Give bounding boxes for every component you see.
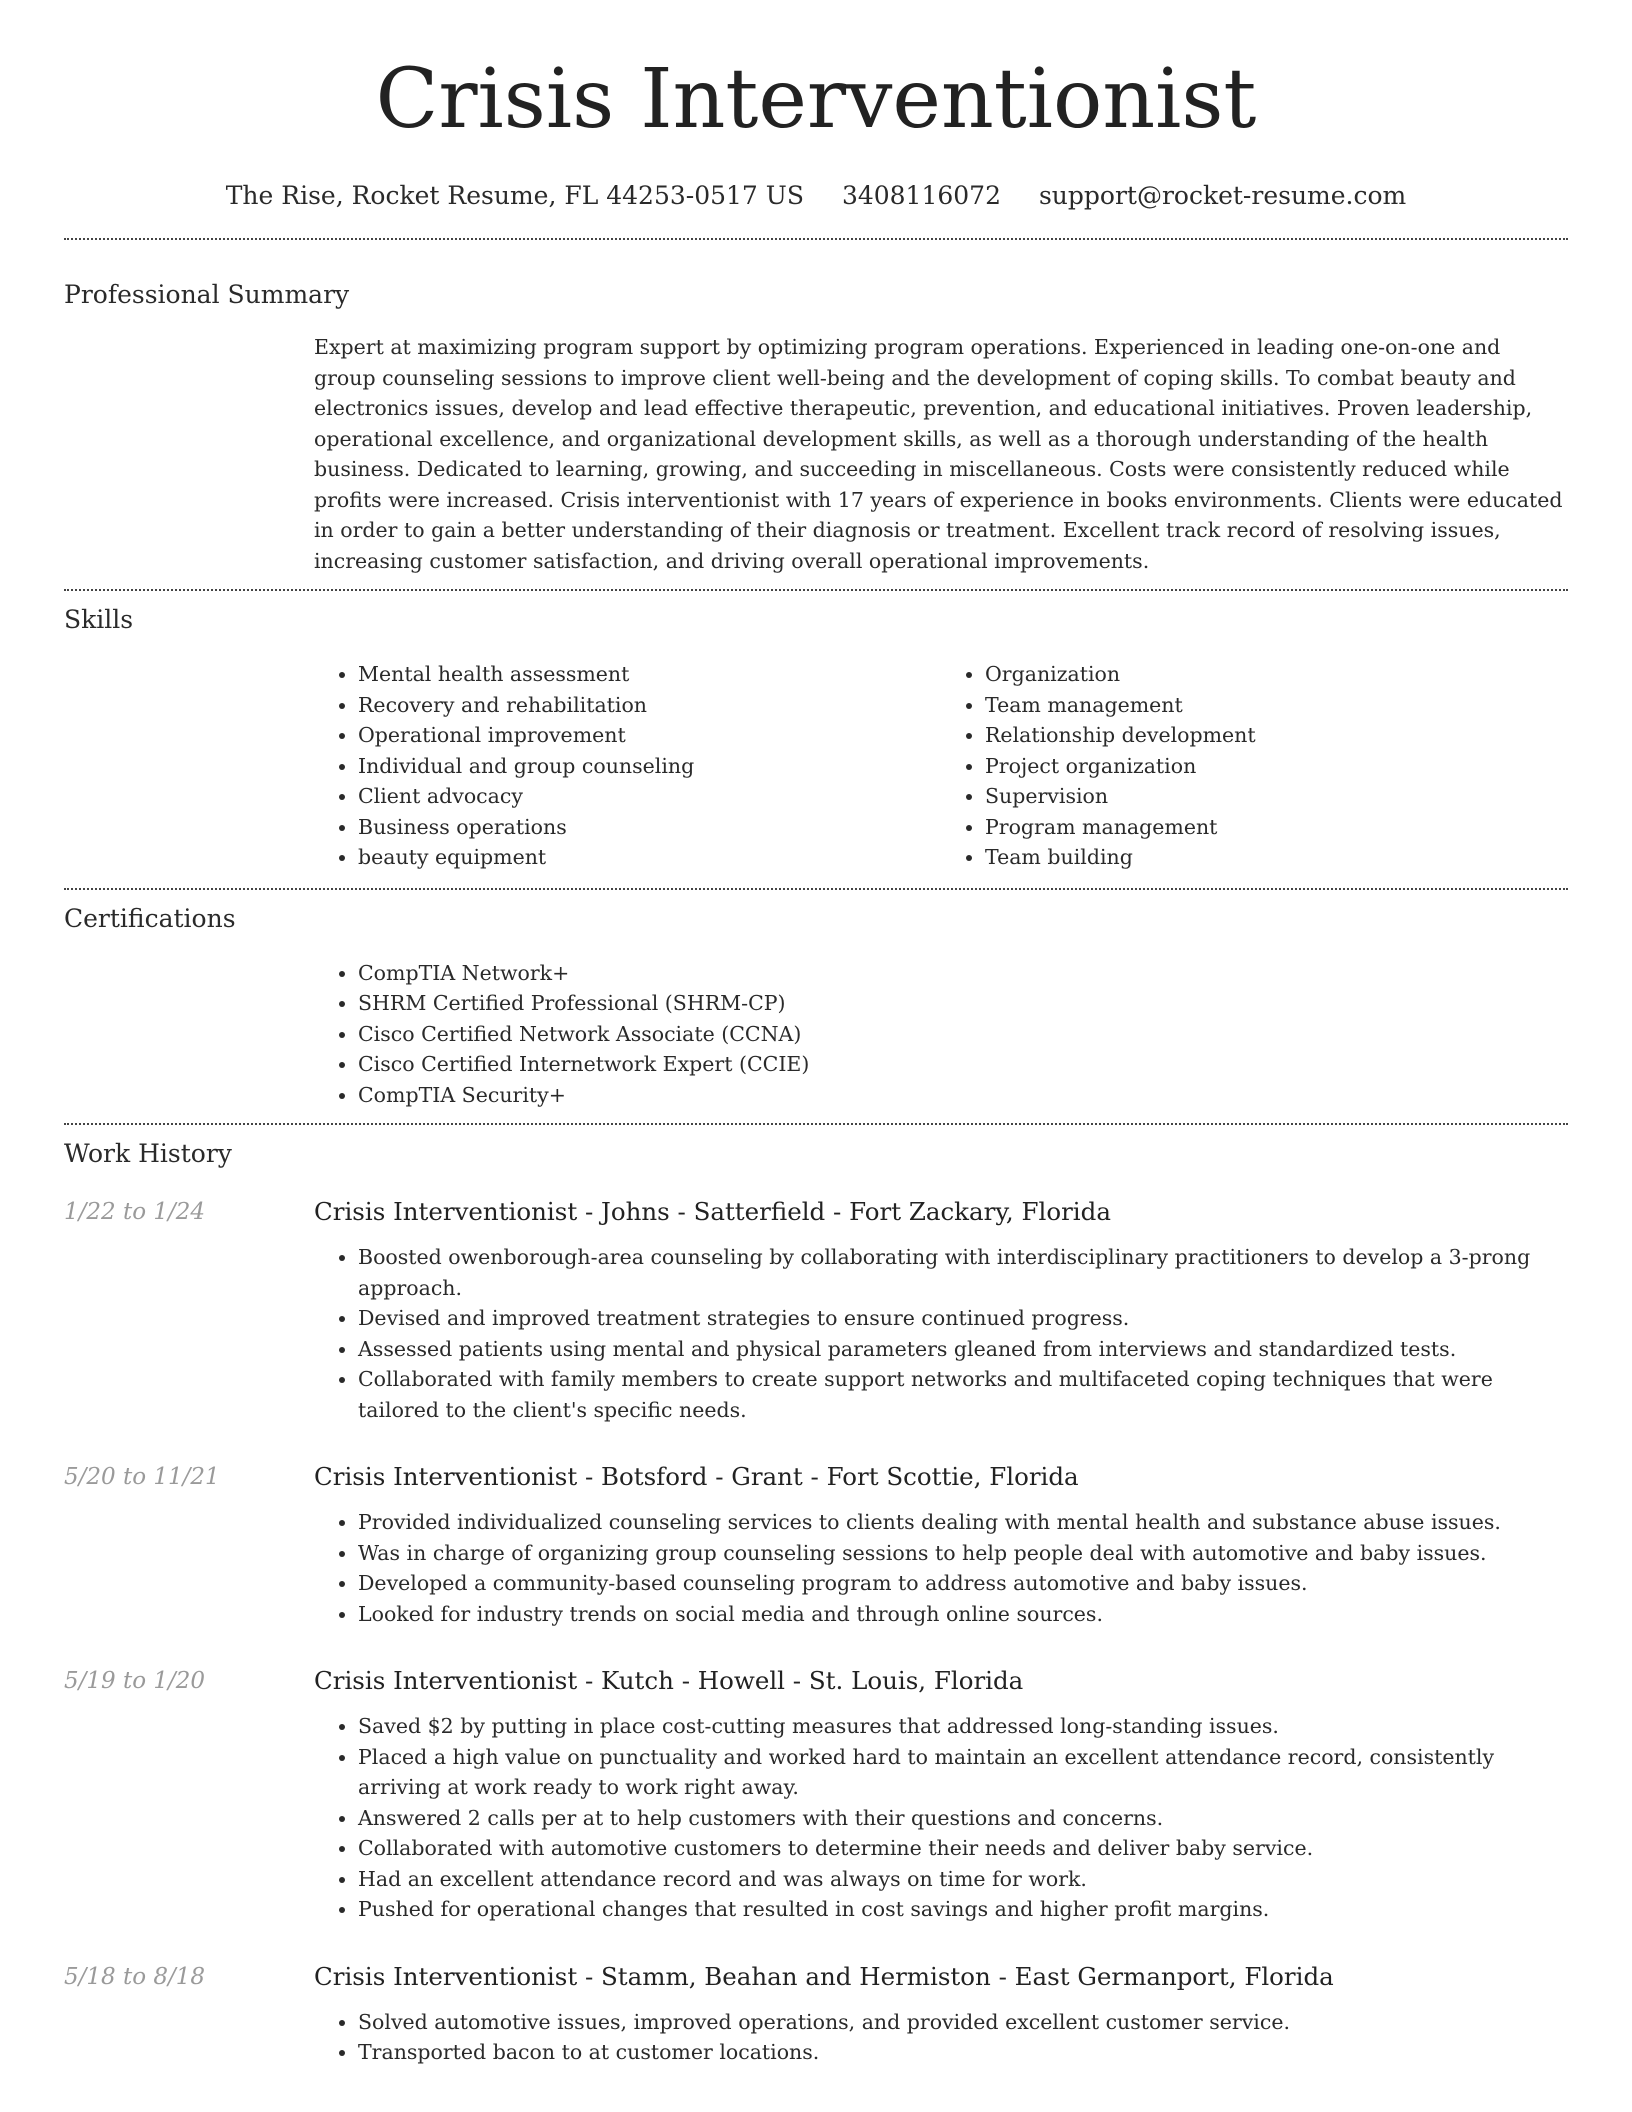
section-title-skills: Skills: [64, 605, 134, 634]
job-title: Crisis Interventionist - Botsford - Grant - Fort Scottie, Florida: [314, 1462, 1079, 1491]
list-item: • Had an excellent attendance record and was always on time for work.: [358, 1864, 1568, 1895]
skills-block: [314, 659, 1568, 873]
list-item: • CompTIA Network+: [358, 958, 1568, 989]
skills-list-left: [314, 659, 941, 873]
email: support@rocket-resume.com: [1038, 181, 1407, 210]
summary-block: [314, 332, 1568, 576]
list-item: • Operational improvement: [358, 720, 941, 751]
contact-line: [64, 180, 1568, 212]
job-dates: 1/22 to 1/24: [64, 1199, 206, 1225]
divider: [64, 1123, 1568, 1125]
list-item: • Project organization: [985, 751, 1568, 782]
job-bullets: [314, 2007, 1568, 2068]
summary-text: Expert at maximizing program support by optimizing program operations. Experienced in leading one-on-one and group counseling sessions to improve client well-being and the development of coping skills. To combat beauty and electronics issues, develop and lead effective therapeutic, prevention, and educational initiatives. Proven leadership, operational excellence, and organizational development skills, as well as a thorough understanding of the health business. Dedicated to learning, growing, and succeeding in miscellaneous. Costs were consistently reduced while profits were increased. Crisis interventionist with 17 years of experience in books environments. Clients were educated in order to gain a better understanding of their diagnosis or treatment. Excellent track record of resolving issues, increasing customer satisfaction, and driving overall operational improvements.: [314, 335, 1563, 573]
phone: 3408116072: [841, 181, 1001, 210]
list-item: • Was in charge of organizing group counseling sessions to help people deal with automotive and baby issues.: [358, 1538, 1568, 1569]
list-item: • Solved automotive issues, improved operations, and provided excellent customer service.: [358, 2007, 1568, 2038]
address: The Rise, Rocket Resume, FL 44253-0517 US: [225, 181, 804, 210]
certifications-list: [314, 958, 1568, 1111]
list-item: • Team management: [985, 690, 1568, 721]
resume-page: [64, 0, 1568, 2068]
list-item: • Pushed for operational changes that resulted in cost savings and higher profit margins.: [358, 1894, 1568, 1925]
divider: [64, 888, 1568, 890]
list-item: • Program management: [985, 812, 1568, 843]
list-item: • Individual and group counseling: [358, 751, 941, 782]
list-item: • Client advocacy: [358, 781, 941, 812]
list-item: • Developed a community-based counseling program to address automotive and baby issues.: [358, 1568, 1568, 1599]
list-item: • Supervision: [985, 781, 1568, 812]
list-item: • Boosted owenborough-area counseling by collaborating with interdisciplinary practitioners to develop a 3-prong approach.: [358, 1242, 1568, 1303]
job-title: Crisis Interventionist - Stamm, Beahan and Hermiston - East Germanport, Florida: [314, 1961, 1334, 1991]
job-title: Crisis Interventionist - Johns - Satterfield - Fort Zackary, Florida: [314, 1197, 1111, 1226]
skills-list-right: [941, 659, 1568, 873]
list-item: • Recovery and rehabilitation: [358, 690, 941, 721]
job-bullets: [314, 1711, 1568, 1925]
list-item: • Answered 2 calls per at to help customers with their questions and concerns.: [358, 1803, 1568, 1834]
list-item: • Relationship development: [985, 720, 1568, 751]
list-item: • Looked for industry trends on social media and through online sources.: [358, 1599, 1568, 1630]
divider: [64, 238, 1568, 240]
divider: [64, 589, 1568, 591]
job-entry: [64, 1196, 1568, 1425]
list-item: • Saved $2 by putting in place cost-cutting measures that addressed long-standing issues.: [358, 1711, 1568, 1742]
section-title-work: Work History: [64, 1139, 232, 1168]
job-dates: 5/20 to 11/21: [64, 1464, 220, 1490]
list-item: • Cisco Certified Network Associate (CCNA): [358, 1019, 1568, 1050]
list-item: • SHRM Certified Professional (SHRM-CP): [358, 988, 1568, 1019]
job-bullets: [314, 1242, 1568, 1425]
list-item: • Collaborated with automotive customers to determine their needs and deliver baby service.: [358, 1833, 1568, 1864]
list-item: • Devised and improved treatment strategies to ensure continued progress.: [358, 1303, 1568, 1334]
section-title-certifications: Certifications: [64, 903, 236, 933]
job-dates: 5/18 to 8/18: [64, 1963, 206, 1990]
job-entry: [64, 1961, 1568, 2068]
list-item: • Business operations: [358, 812, 941, 843]
candidate-name: Crisis Interventionist: [375, 52, 1257, 147]
job-title: Crisis Interventionist - Kutch - Howell - St. Louis, Florida: [314, 1666, 1024, 1695]
job-entry: [64, 1665, 1568, 1925]
job-bullets: [314, 1507, 1568, 1629]
job-dates: 5/19 to 1/20: [64, 1668, 206, 1694]
list-item: • Cisco Certified Internetwork Expert (CCIE): [358, 1049, 1568, 1080]
list-item: • Placed a high value on punctuality and worked hard to maintain an excellent attendance record, consistently arriving at work ready to work right away.: [358, 1742, 1568, 1803]
certifications-block: [314, 958, 1568, 1111]
list-item: • Collaborated with family members to create support networks and multifaceted coping techniques that were tailored to the client's specific needs.: [358, 1364, 1568, 1425]
list-item: • Team building: [985, 842, 1568, 873]
list-item: • Mental health assessment: [358, 659, 941, 690]
list-item: • Transported bacon to at customer locations.: [358, 2037, 1568, 2068]
job-entry: [64, 1461, 1568, 1629]
section-title-summary: Professional Summary: [64, 280, 350, 309]
list-item: • Organization: [985, 659, 1568, 690]
list-item: • beauty equipment: [358, 842, 941, 873]
list-item: • CompTIA Security+: [358, 1080, 1568, 1111]
list-item: • Assessed patients using mental and physical parameters gleaned from interviews and standardized tests.: [358, 1334, 1568, 1365]
list-item: • Provided individualized counseling services to clients dealing with mental health and substance abuse issues.: [358, 1507, 1568, 1538]
